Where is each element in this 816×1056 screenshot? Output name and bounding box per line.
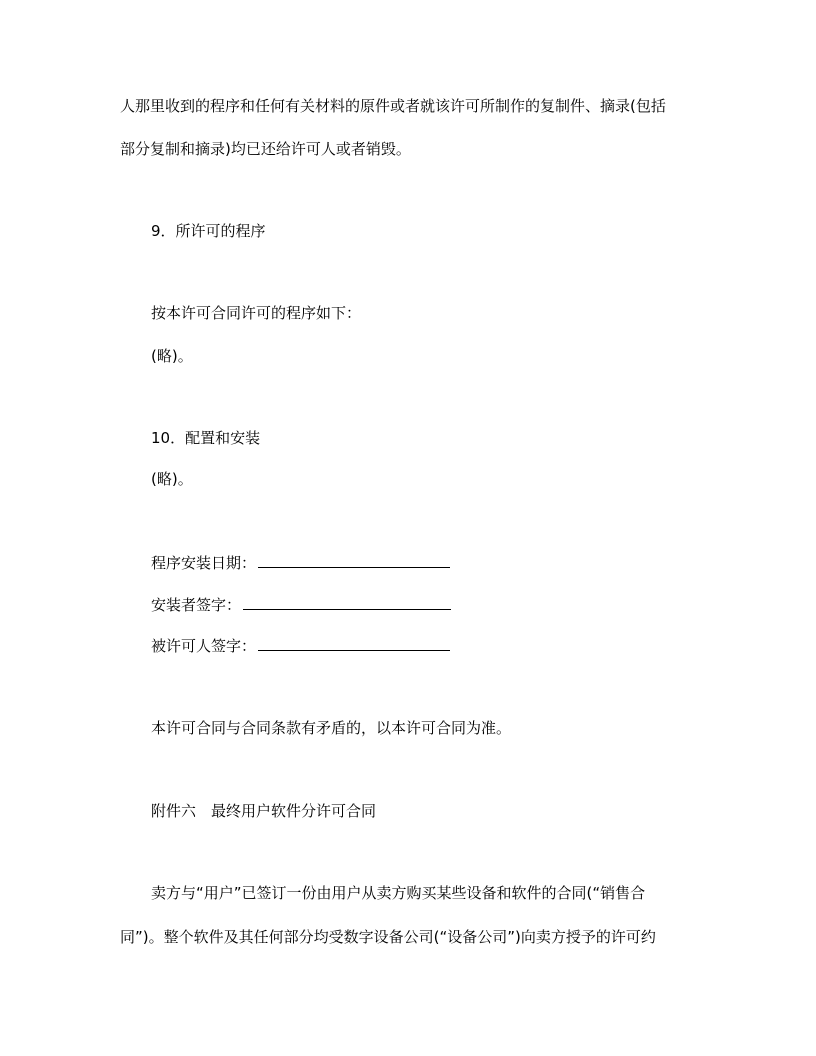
install-date-field[interactable] xyxy=(258,553,450,568)
section-10-heading: 10．配置和安装 xyxy=(151,429,261,447)
section-10-body: (略)。 xyxy=(151,470,193,488)
paragraph-line: 人那里收到的程序和任何有关材料的原件或者就该许可所制作的复制件、摘录(包括 xyxy=(120,97,666,115)
section-9-heading: 9．所许可的程序 xyxy=(151,222,266,240)
licensee-signature-label: 被许可人签字： xyxy=(151,637,257,655)
section-9-body: (略)。 xyxy=(151,347,193,365)
conflict-clause: 本许可合同与合同条款有矛盾的，以本许可合同为准。 xyxy=(151,719,512,737)
install-date-label: 程序安装日期： xyxy=(151,554,257,572)
installer-signature-field[interactable] xyxy=(243,595,451,610)
install-date-row xyxy=(151,553,450,573)
licensee-signature-field[interactable] xyxy=(258,636,450,651)
licensee-signature-row xyxy=(151,636,450,656)
section-9-intro: 按本许可合同许可的程序如下： xyxy=(151,304,362,322)
paragraph-line: 部分复制和摘录)均已还给许可人或者销毁。 xyxy=(120,140,411,158)
appendix-title: 附件六 最终用户软件分许可合同 xyxy=(151,802,377,820)
paragraph-line: 同”)。整个软件及其任何部分均受数字设备公司(“设备公司”)向卖方授予的许可约 xyxy=(120,928,656,946)
paragraph-line: 卖方与“用户”已签订一份由用户从卖方购买某些设备和软件的合同(“销售合 xyxy=(151,884,646,902)
installer-signature-row xyxy=(151,595,451,615)
installer-signature-label: 安装者签字： xyxy=(151,596,242,614)
